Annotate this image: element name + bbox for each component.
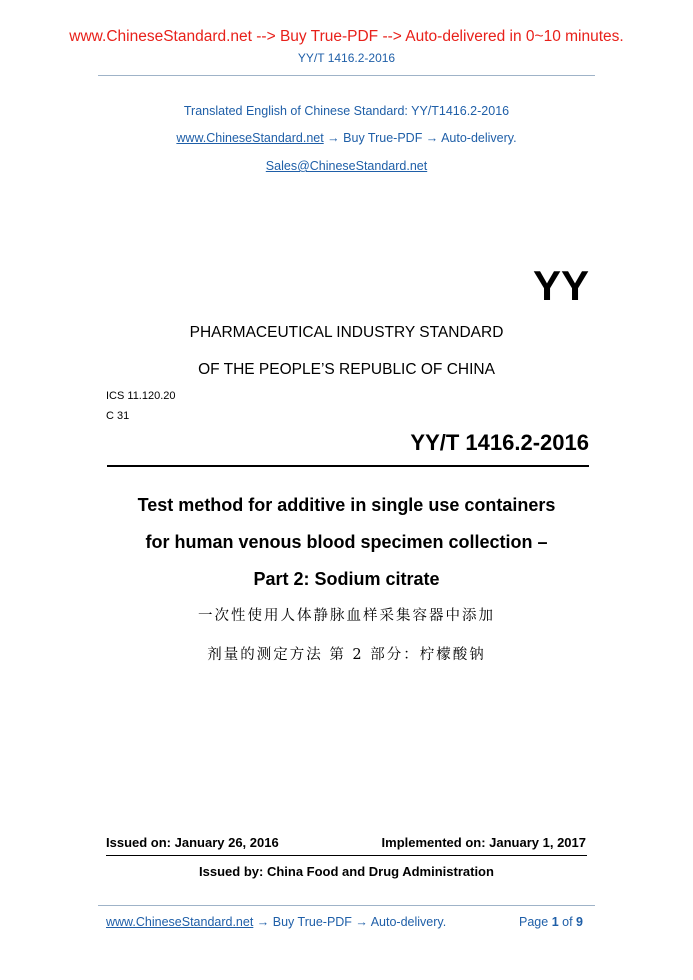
of-label: of: [562, 915, 573, 929]
email-link[interactable]: Sales@ChineseStandard.net: [265, 159, 428, 173]
intro-site-link[interactable]: www.ChineseStandard.net: [176, 131, 324, 145]
header-banner[interactable]: www.ChineseStandard.net --> Buy True-PDF --> Auto-delivered in 0~10 minutes.: [69, 28, 624, 45]
footer-site-link[interactable]: www.ChineseStandard.net: [106, 915, 254, 929]
intro-site-rest: → Buy True-PDF → Auto-delivery.: [323, 131, 517, 145]
page-indicator: [519, 915, 583, 929]
implemented-date: Implemented on: January 1, 2017: [381, 835, 586, 850]
page-total: 9: [576, 915, 583, 929]
ccs-code: C 31: [106, 410, 130, 422]
translated-note: Translated English of Chinese Standard: YY/T1416.2-2016: [183, 104, 510, 118]
footer-divider: [98, 905, 595, 906]
title-cn-line-1: 一次性使用人体静脉血样采集容器中添加: [198, 608, 495, 624]
standard-line-1: PHARMACEUTICAL INDUSTRY STANDARD: [189, 324, 504, 341]
title-en-line-3: Part 2: Sodium citrate: [253, 569, 440, 589]
footer-site-line: [106, 915, 446, 929]
standard-line-2: OF THE PEOPLE’S REPUBLIC OF CHINA: [198, 361, 495, 378]
standard-logo: YY: [532, 262, 589, 309]
header-doc-code: YY/T 1416.2-2016: [297, 51, 396, 65]
issued-date: Issued on: January 26, 2016: [106, 835, 279, 850]
dates-divider: [106, 855, 587, 856]
page-number: 1: [551, 915, 559, 929]
standard-number: YY/T 1416.2-2016: [410, 430, 589, 455]
page-label: Page: [519, 915, 549, 929]
ics-code: ICS 11.120.20: [106, 390, 176, 402]
footer-site-rest: → Buy True-PDF → Auto-delivery.: [253, 915, 447, 929]
title-en-line-2: for human venous blood specimen collection –: [145, 532, 548, 552]
header-divider: [98, 75, 595, 76]
title-cn-line-2: 剂量的测定方法 第 2 部分：柠檬酸钠: [207, 647, 486, 663]
issued-by: Issued by: China Food and Drug Administration: [199, 864, 494, 879]
intro-site-line: [0, 131, 693, 145]
standard-divider: [107, 465, 589, 467]
title-en-line-1: Test method for additive in single use containers: [137, 495, 556, 515]
intro-email-line: [0, 159, 693, 173]
